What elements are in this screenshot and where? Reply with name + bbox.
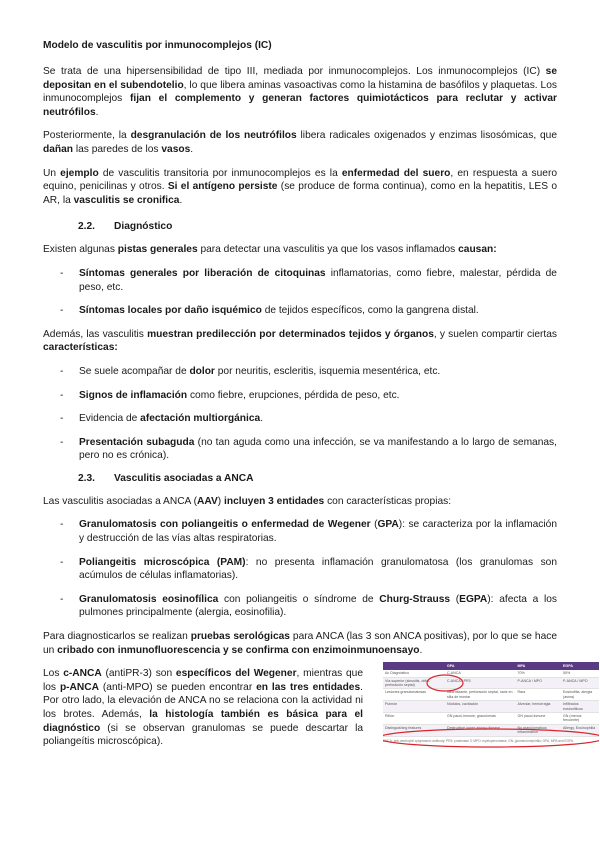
table-cell: No granulomatous inflammation [515,724,561,736]
table-cell: Riñón [383,713,445,725]
section-number: 2.2. [78,221,95,233]
text-run: para detectar una vasculitis ya que los vasos inflamados [197,244,459,256]
text-run: (antiPR-3) son [101,668,176,680]
text-run: . [190,143,194,155]
text-run: Existen algunas [43,244,118,256]
section-heading-text: Diagnóstico [114,221,173,233]
list-item [43,304,557,318]
section-heading-anca [78,473,557,484]
list-item [43,389,557,403]
table-row [383,689,599,701]
text-run: , y suelen compartir ciertas [433,328,557,340]
text-run: (se produce de forma continua), como en la hepatitis, LES o AR, la [43,181,557,206]
table-header-row [383,662,599,670]
paragraph-ic-3 [43,167,557,208]
table-cell: C-ANCA [445,670,515,677]
paragraph-anca-intro [43,495,557,509]
table-header-cell: EGPA [561,662,599,670]
bold-text: pistas generales [117,244,198,256]
bold-text: c-ANCA [63,668,102,680]
bold-text: cribado con inmunofluorescencia y se confirma con enzimoinmunoensayo [57,644,420,656]
text-run: ): afecta a los pulmones principalmente (alergia, eosinofilia). [79,593,558,619]
bold-text: Churg-Strauss [379,593,451,605]
list-pistas-generales [43,267,557,318]
text-run: (anti-MPO) se pueden encontrar [98,681,257,693]
table-cell: Infiltrados eosinofílicos [561,701,599,713]
text-run: ) [217,495,225,507]
bold-text: vasos [161,143,191,155]
list-item [43,365,557,379]
text-run: . [179,194,183,206]
text-run: , mientras que los [43,668,364,693]
bold-text: muestran predilección por determinados tejidos y órganos [147,328,434,340]
text-run: Además, las vasculitis [43,328,148,340]
text-run: Los [43,668,64,680]
text-run: con poliangeitis o síndrome de [218,593,380,605]
text-run: . [95,106,99,118]
paragraph-anca-2 [43,630,557,657]
table-cell: Ac Diagnóstico [383,670,445,677]
bold-text: desgranulación de los neutrófilos [130,130,297,142]
table-cell: Distinguishing features [383,724,445,736]
table-cell: GN pauci-inmune [515,713,561,725]
bold-text: pruebas serológicas [190,631,290,643]
bold-text: Signos de inflamación [79,389,188,401]
bold-text: Síntomas locales por daño isquémico [79,305,262,317]
text-run: . [260,413,264,425]
table-cell: Vía superior (sinusitis, otitis, perforación septal) [383,677,445,689]
text-run: de tejidos específicos, como la gangrena distal. [261,305,479,317]
text-run: : no presenta inflamación granulomatosa (los granulomas son acúmulos de células inflamatorias). [79,556,557,582]
text-run: , lo que libera aminas vasoactivas como la histamina de basófilos y plaquetas. Los inmunocomplejos [43,79,557,105]
text-run: inflamatorias, como fiebre, malestar, pérdida de peso, etc. [79,267,557,293]
bold-text: Granulomatosis eosinofílica [79,593,219,605]
bold-text: Granulomatosis con poliangeitis o enfermedad de Wegener [79,519,371,531]
section-heading-diagnostico [78,221,557,232]
bold-text: Si el antígeno persiste [167,181,278,193]
table-cell: Alveolar, hemorragia [515,701,561,713]
text-run: (si se observan granulomas se puede descartar la poliangeítis microscópica). [43,722,363,748]
table-cell: Lesiones granulomatosas [383,689,445,701]
table-cell: Eosinofilia, alergia (asma) [561,689,599,701]
table-cell: P-ANCA / MPO [561,677,599,689]
text-run: Un [43,167,61,179]
table-cell: C-ANCA / PR3 [445,677,515,689]
table-header-cell: GPA [445,662,515,670]
bold-text: p-ANCA [59,681,99,693]
section-number: 2.3. [78,472,95,484]
text-run: , en respuesta a suero equino, penicilinas y otros. [43,167,558,193]
table-cell: 50% [561,670,599,677]
bold-text: ejemplo [60,167,99,179]
table-header-cell: MPA [515,662,561,670]
table-row [383,670,599,677]
text-run: las paredes de los [73,143,162,155]
anca-table-figure [383,662,599,784]
text-run: para ANCA (las 3 son ANCA positivas), por lo que se hace un [43,631,557,656]
bold-text: dañan [43,143,74,155]
list-item [43,267,557,294]
text-run: como fiebre, erupciones, pérdida de peso, etc. [187,389,400,401]
text-run: por neuritis, escleritis, isquemia mesentérica, etc. [214,365,441,377]
table-row [383,724,599,736]
bold-text: específicos del Wegener [175,668,297,680]
paragraph-ic-1 [43,65,557,119]
paragraph-anca-3 [43,667,363,749]
table-cell: Nódulos, cavitación [445,701,515,713]
paragraph-diag-2 [43,328,557,355]
bold-text: causan: [458,244,497,256]
bold-text: enfermedad del suero [341,167,451,179]
bold-text: Síntomas generales por liberación de citoquinas [79,267,326,279]
text-run: Para diagnosticarlos se realizan [43,631,191,643]
bottom-block [43,664,596,787]
bold-text: vasculitis se cronifica [73,194,180,206]
text-run: libera radicales oxigenados y enzimas lisosómicas, que [296,130,558,142]
text-run: ( [450,593,460,605]
text-run: Las vasculitis asociadas a ANCA ( [43,495,198,507]
table-cell: Rara [515,689,561,701]
document-page [43,40,596,787]
bold-text: se depositan en el subendotelio [43,66,557,91]
text-run: Se suele acompañar de [79,365,190,377]
text-run: de vasculitis transitoria por inmunocomplejos es la [98,167,342,179]
table-header-cell [383,662,445,670]
table-cell: Destructive upper airway disease [445,724,515,736]
table-cell: GN pauci-inmune, granulomas [445,713,515,725]
text-run: ): se caracteriza por la inflamación y destrucción de las vías altas respiratorias. [79,519,557,545]
table-row [383,713,599,725]
list-item [43,412,557,426]
table-cell: 70% [515,670,561,677]
table-cell: Pulmón [383,701,445,713]
text-run: Evidencia de [79,413,141,425]
text-run: . Por otro lado, la elevación de ANCA no se relaciona con la actividad ni los brotes. Además, [43,681,363,720]
list-item [43,518,557,545]
table-cell: P-ANCA / MPO [515,677,561,689]
text-run: con características propias: [324,495,452,507]
bold-text: Presentación subaguda [79,436,195,448]
bold-text: características: [43,342,118,354]
bold-text: GPA [377,519,399,531]
table-row [383,677,599,689]
section-heading-text: Vasculitis asociadas a ANCA [114,472,254,484]
bold-text: la histología también es básica para el diagnóstico [43,709,363,734]
bold-text: AAV [197,495,218,507]
list-item [43,436,557,463]
bold-text: afectación multiorgánica [140,413,261,425]
table-cell: Necrotizante, perforación septal, nariz en silla de montar [445,689,515,701]
paragraph-diag-intro [43,243,557,257]
text-run: ( [370,519,378,531]
section-title-ic: Modelo de vasculitis por inmunocomplejos (IC) [43,40,272,51]
bold-text: EGPA [459,593,488,605]
list-entidades-anca [43,518,557,620]
bold-text: Poliangeitis microscópica (PAM) [79,556,246,568]
bold-text: dolor [189,365,215,377]
text-run: . [419,644,423,656]
bold-text: incluyen 3 entidades [224,495,325,507]
list-caracteristicas [43,365,557,463]
text-run: Posteriormente, la [43,130,131,142]
list-item [43,593,557,620]
text-run: (no tan aguda como una infección, se va manifestando a lo largo de semanas, pero no es crónica). [79,436,557,462]
bold-text: fijan el complemento y generan factores quimiotácticos para reclutar y activar neutrófilos [43,93,558,118]
table-cell: Allergy, Eosinophilia [561,724,599,736]
list-item [43,556,557,583]
paragraph-ic-2 [43,129,557,156]
table-row [383,701,599,713]
table-cell: GN (menos frecuente) [561,713,599,725]
table-footnote: ANCA: anti-neutrophil cytoplasmic antibody; PR3: proteinase 3; MPO: myeloperoxidase; GN: glomerulonephritis; GPA, MPA and EGPA. [383,738,574,743]
anca-table [383,662,599,736]
bold-text: en las tres entidades [256,681,361,693]
text-run: Se trata de una hipersensibilidad de tipo III, mediada por inmunocomplejos. Los inmunocomplejos (IC) [43,66,546,77]
